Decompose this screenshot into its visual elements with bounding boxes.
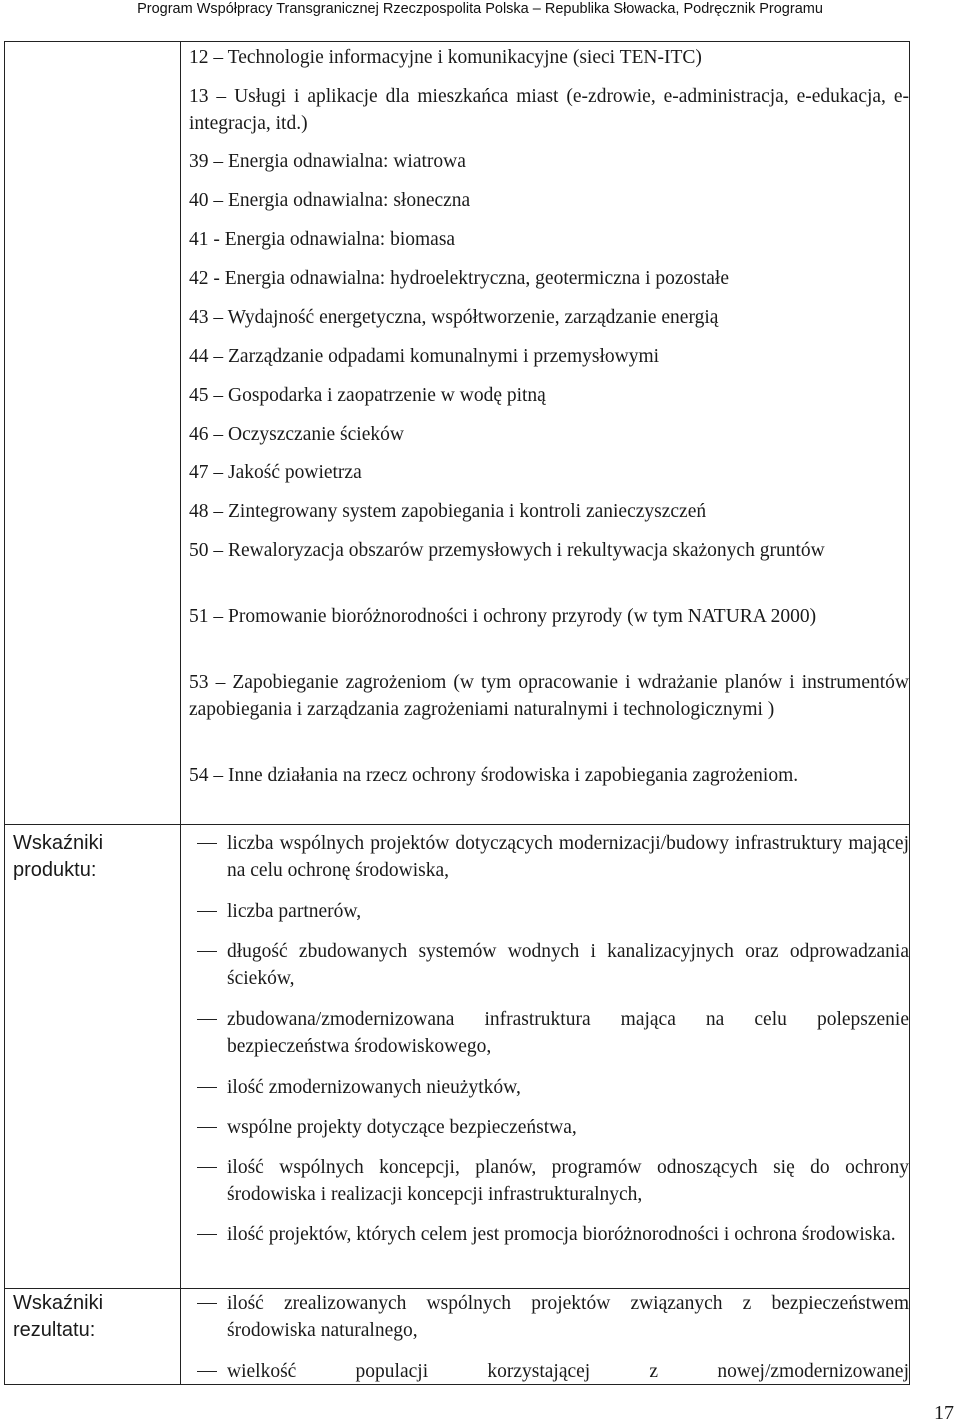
indicator-text: ilość zmodernizowanych nieużytków, — [227, 1077, 521, 1098]
dash-bullet — [197, 951, 217, 952]
indicator-text: liczba wspólnych projektów dotyczących modernizacji/budowy infrastruktury mającej na celu ochronę środowiska, — [227, 833, 909, 881]
page-number: 17 — [934, 1402, 954, 1424]
category-item-43: 43 – Wydajność energetyczna, współtworzenie, zarządzanie energią — [189, 307, 719, 328]
row-divider-results — [5, 1288, 909, 1289]
category-item-46: 46 – Oczyszczanie ścieków — [189, 424, 404, 445]
category-item-42: 42 - Energia odnawialna: hydroelektryczna, geotermiczna i pozostałe — [189, 268, 730, 289]
category-item-12: 12 – Technologie informacyjne i komunikacyjne (sieci TEN-ITC) — [189, 47, 702, 68]
column-divider — [180, 42, 181, 1384]
category-item-45: 45 – Gospodarka i zaopatrzenie w wodę pitną — [189, 385, 546, 406]
dash-bullet — [197, 1371, 217, 1372]
category-item-47: 47 – Jakość powietrza — [189, 462, 362, 483]
indicator-text: długość zbudowanych systemów wodnych i kanalizacyjnych oraz odprowadzania ścieków, — [227, 941, 909, 989]
category-item-41: 41 - Energia odnawialna: biomasa — [189, 229, 456, 250]
indicator-text: ilość zrealizowanych wspólnych projektów związanych z bezpieczeństwem środowiska naturalnego, — [227, 1293, 909, 1341]
dash-bullet — [197, 1303, 217, 1304]
category-item-51: 51 – Promowanie bioróżnorodności i ochrony przyrody (w tym NATURA 2000) — [189, 606, 817, 627]
row-divider-products — [5, 824, 909, 825]
dash-bullet — [197, 1087, 217, 1088]
dash-bullet — [197, 1019, 217, 1020]
indicator-text: ilość projektów, których celem jest promocja bioróżnorodności i ochrona środowiska. — [227, 1224, 896, 1245]
product-indicators-label: Wskaźniki produktu: — [13, 832, 104, 881]
dash-bullet — [197, 843, 217, 844]
category-item-53: 53 – Zapobieganie zagrożeniom (w tym opracowanie i wdrażanie planów i instrumentów zapobiegania i zarządzania zagrożeniami naturalnymi i technologicznymi ) — [189, 672, 909, 720]
dash-bullet — [197, 1234, 217, 1235]
indicator-text: zbudowana/zmodernizowana infrastruktura mająca na celu polepszenie bezpieczeństwa środowiskowego, — [227, 1009, 909, 1057]
category-item-40: 40 – Energia odnawialna: słoneczna — [189, 190, 471, 211]
content-table — [4, 41, 910, 1385]
page-header: Program Współpracy Transgranicznej Rzeczpospolita Polska – Republika Słowacka, Podręcznik Programu — [0, 0, 960, 20]
category-item-39: 39 – Energia odnawialna: wiatrowa — [189, 151, 466, 172]
category-item-44: 44 – Zarządzanie odpadami komunalnymi i przemysłowymi — [189, 346, 660, 367]
dash-bullet — [197, 1127, 217, 1128]
result-indicators-label: Wskaźniki rezultatu: — [13, 1292, 104, 1341]
indicator-text: wspólne projekty dotyczące bezpieczeństwa, — [227, 1117, 577, 1138]
indicator-text: liczba partnerów, — [227, 901, 362, 922]
indicator-text: ilość wspólnych koncepcji, planów, programów odnoszących się do ochrony środowiska i realizacji koncepcji infrastrukturalnych, — [227, 1157, 909, 1205]
category-item-48: 48 – Zintegrowany system zapobiegania i kontroli zanieczyszczeń — [189, 501, 707, 522]
indicator-text: wielkość populacji korzystającej z nowej/zmodernizowanej — [227, 1361, 909, 1382]
dash-bullet — [197, 1167, 217, 1168]
dash-bullet — [197, 911, 217, 912]
category-item-50: 50 – Rewaloryzacja obszarów przemysłowych i rekultywacja skażonych gruntów — [189, 540, 825, 561]
category-item-13: 13 – Usługi i aplikacje dla mieszkańca miast (e-zdrowie, e-administracja, e-edukacja, e-integracja, itd.) — [189, 86, 909, 134]
category-item-54: 54 – Inne działania na rzecz ochrony środowiska i zapobiegania zagrożeniom. — [189, 765, 799, 786]
